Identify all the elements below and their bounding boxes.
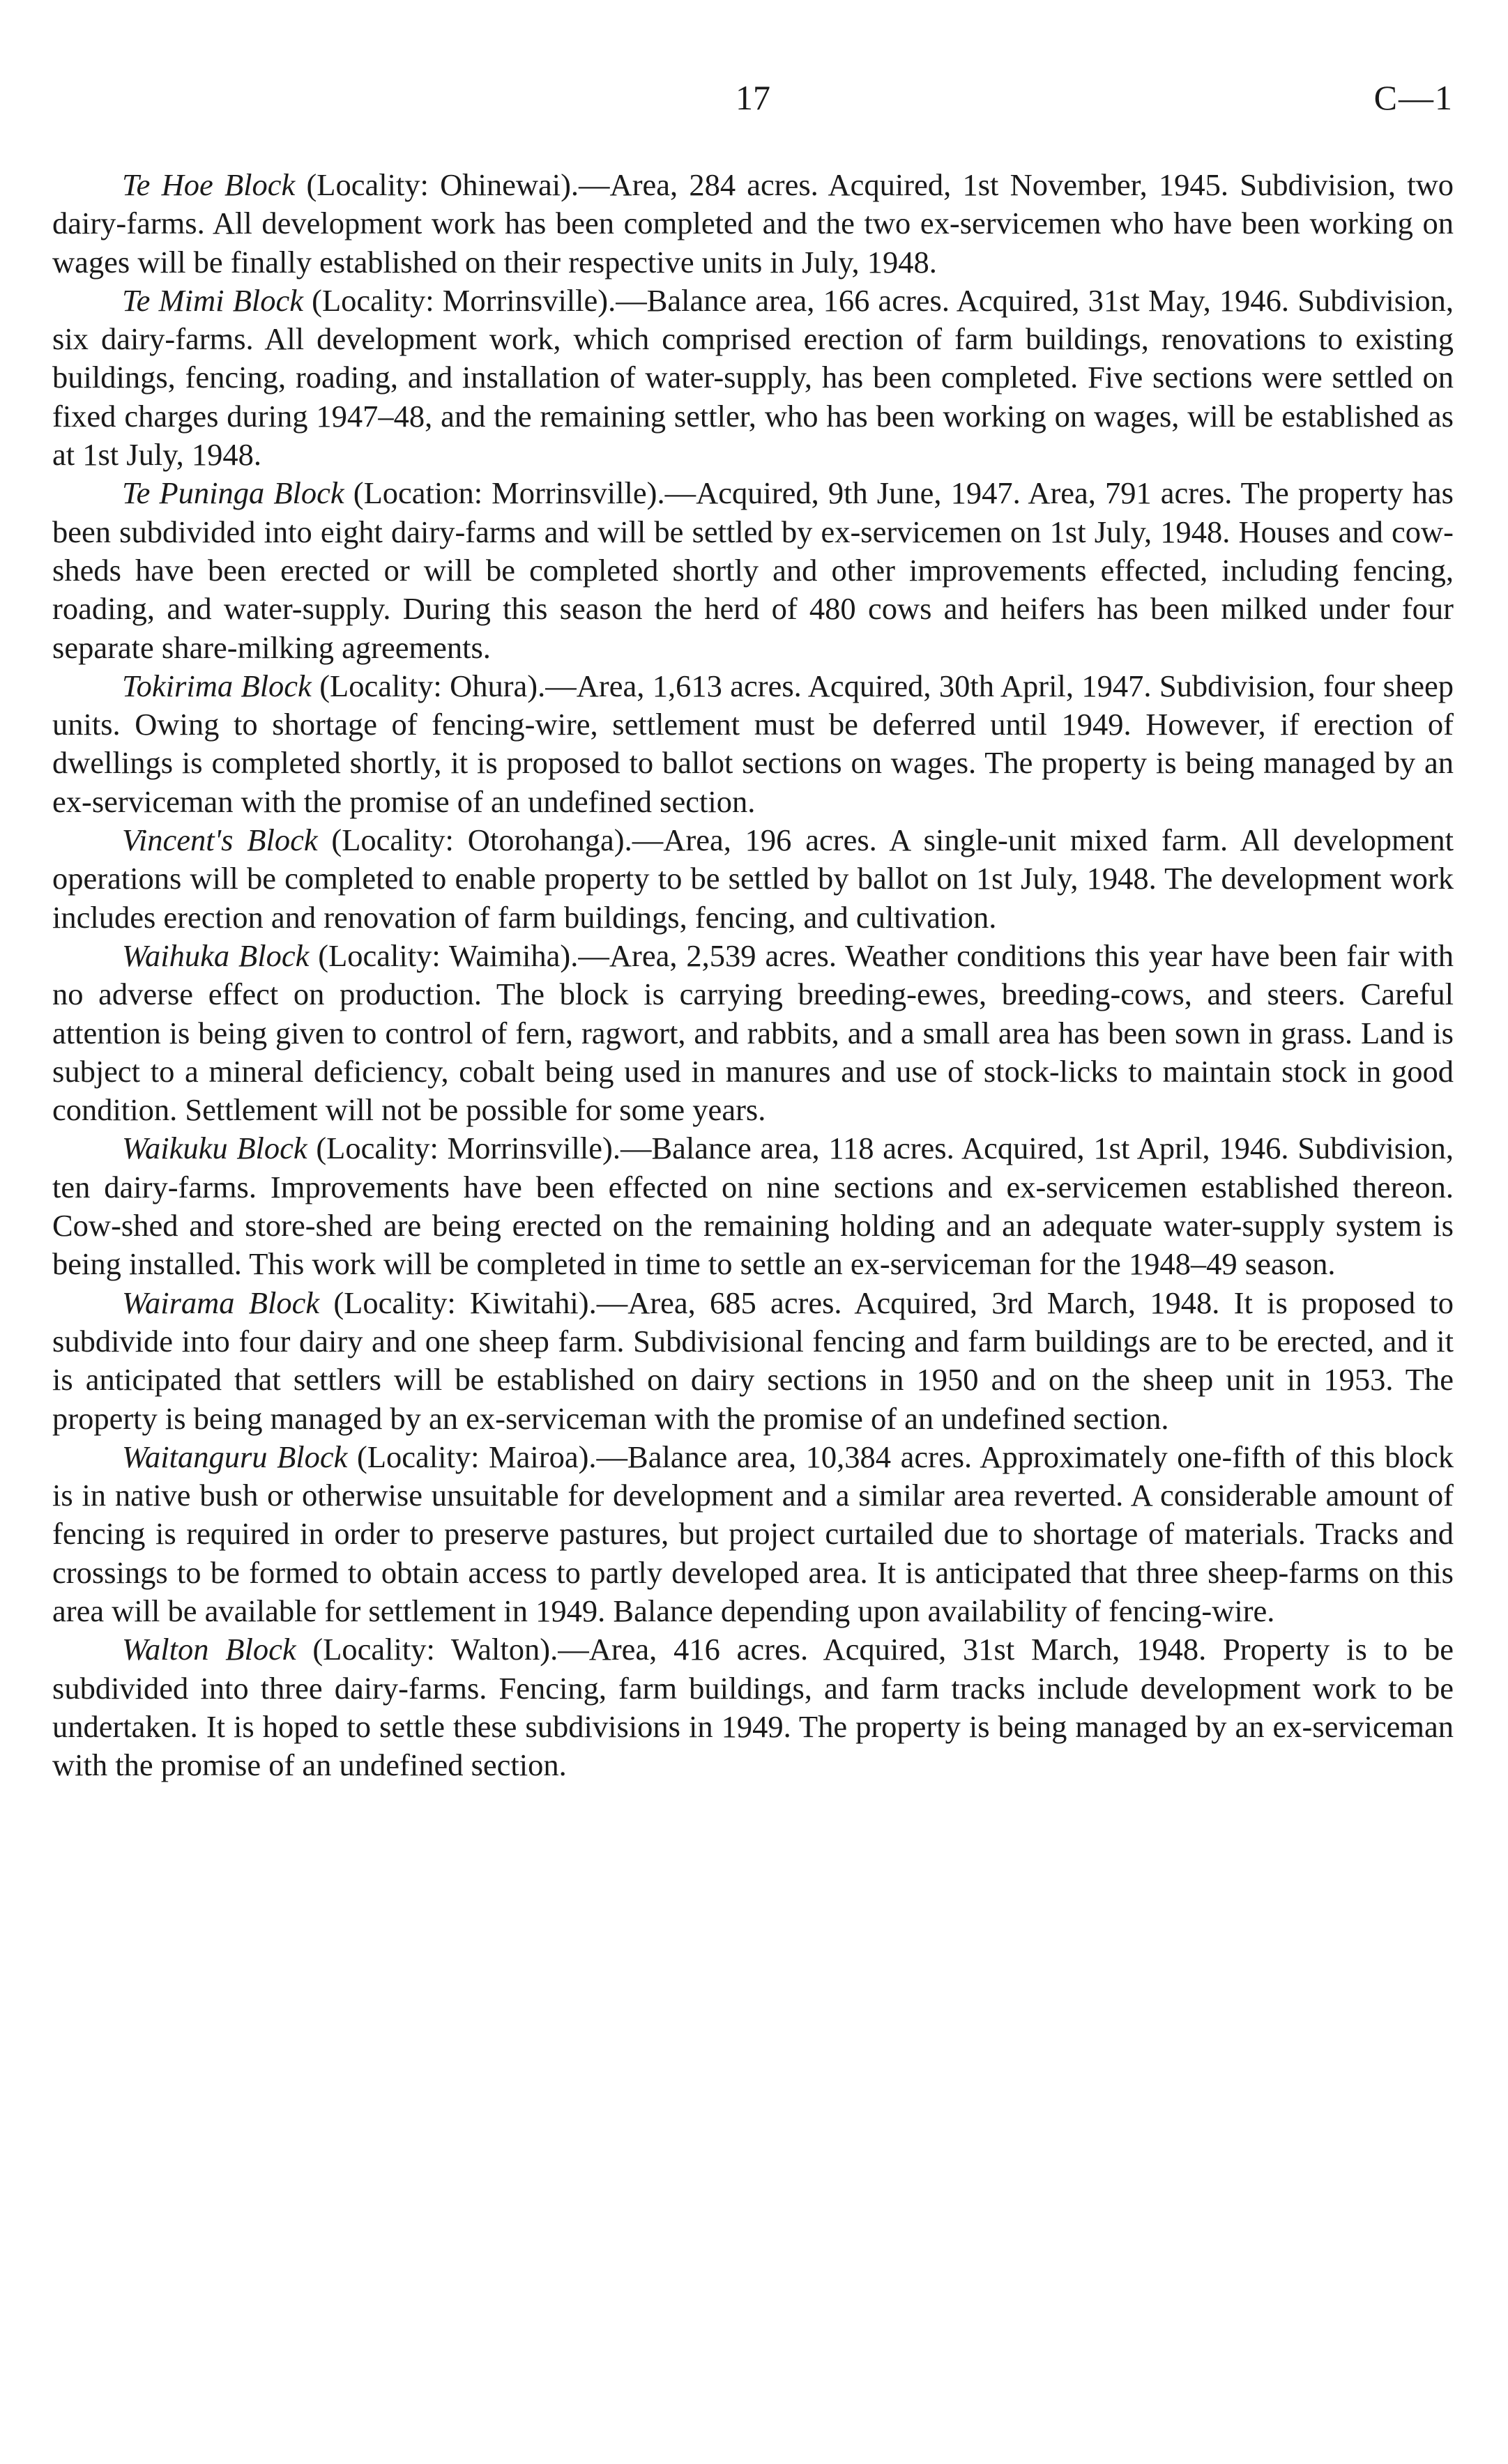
paragraph-text: (Locality: Kiwitahi).—Area, 685 acres. Acquired, 3rd March, 1948. It is proposed to subdivide into four dairy and one sheep farm. Subdivisional fencing and farm buildings are to be erected, and it is anticipated that settlers will be established on dairy sections in 1950 and on the sheep unit in 1953. The property is being managed by an ex-serviceman with the promise of an undefined section. <box>52 1285 1454 1436</box>
block-name: Waihuka Block <box>122 938 310 973</box>
block-name: Waikuku Block <box>122 1131 307 1166</box>
paragraph-text: (Location: Morrinsville).—Acquired, 9th June, 1947. Area, 791 acres. The property has been subdivided into eight dairy-farms and will be settled by ex-servicemen on 1st July, 1948. Houses and cow-sheds have been erected or will be completed shortly and other improvements effected, including fencing, roading, and water-supply. During this season the herd of 480 cows and heifers has been milked under four separate share-milking agreements. <box>52 475 1454 665</box>
page-number: 17 <box>736 78 770 117</box>
paragraph-te-puninga-block <box>52 474 1454 666</box>
paragraph-text: (Locality: Mairoa).—Balance area, 10,384 acres. Approximately one-fifth of this block is in native bush or otherwise unsuitable for development and a similar area reverted. A considerable amount of fencing is required in order to preserve pastures, but project curtailed due to shortage of materials. Tracks and crossings to be formed to obtain access to partly developed area. It is anticipated that three sheep-farms on this area will be available for settlement in 1949. Balance depending upon availability of fencing-wire. <box>52 1439 1454 1628</box>
block-name: Wairama Block <box>122 1285 320 1320</box>
block-name: Te Mimi Block <box>122 282 303 318</box>
paragraph-text: (Locality: Walton).—Area, 416 acres. Acquired, 31st March, 1948. Property is to be subdivided into three dairy-farms. Fencing, farm buildings, and farm tracks include development work to be undertaken. It is hoped to settle these subdivisions in 1949. The property is being managed by an ex-serviceman with the promise of an undefined section. <box>52 1632 1454 1783</box>
paragraph-waitanguru-block <box>52 1438 1454 1630</box>
paragraph-te-hoe-block <box>52 166 1454 282</box>
paragraph-tokirima-block <box>52 667 1454 821</box>
page-header <box>52 73 1454 122</box>
block-name: Waitanguru Block <box>122 1439 348 1474</box>
block-name: Tokirima Block <box>122 668 312 703</box>
block-name: Vincent's Block <box>122 822 318 858</box>
paragraph-vincents-block <box>52 821 1454 937</box>
block-name: Te Hoe Block <box>122 167 296 202</box>
paragraph-te-mimi-block <box>52 282 1454 474</box>
body-text <box>52 166 1454 1784</box>
block-name: Te Puninga Block <box>122 475 344 511</box>
paragraph-text: (Locality: Morrinsville).—Balance area, 118 acres. Acquired, 1st April, 1946. Subdivision, ten dairy-farms. Improvements have been effected on nine sections and ex-servicemen established thereon. Cow-shed and store-shed are being erected on the remaining holding and an adequate water-supply system is being installed. This work will be completed in time to settle an ex-serviceman for the 1948–49 season. <box>52 1131 1454 1282</box>
paragraph-waikuku-block <box>52 1129 1454 1283</box>
document-code: C—1 <box>1373 78 1454 117</box>
paragraph-text: (Locality: Waimiha).—Area, 2,539 acres. Weather conditions this year have been fair with no adverse effect on production. The block is carrying breeding-ewes, breeding-cows, and steers. Careful attention is being given to control of fern, ragwort, and rabbits, and a small area has been sown in grass. Land is subject to a mineral deficiency, cobalt being used in manures and use of stock-licks to maintain stock in good condition. Settlement will not be possible for some years. <box>52 938 1454 1128</box>
paragraph-walton-block <box>52 1630 1454 1784</box>
paragraph-waihuka-block <box>52 937 1454 1129</box>
paragraph-text: (Locality: Ohinewai).—Area, 284 acres. Acquired, 1st November, 1945. Subdivision, two dairy-farms. All development work has been completed and the two ex-servicemen who have been working on wages will be finally established on their respective units in July, 1948. <box>52 167 1454 280</box>
paragraph-text: (Locality: Otorohanga).—Area, 196 acres. A single-unit mixed farm. All development operations will be completed to enable property to be settled by ballot on 1st July, 1948. The development work includes erection and renovation of farm buildings, fencing, and cultivation. <box>52 822 1454 935</box>
block-name: Walton Block <box>122 1632 296 1667</box>
paragraph-text: (Locality: Morrinsville).—Balance area, 166 acres. Acquired, 31st May, 1946. Subdivision, six dairy-farms. All development work, which comprised erection of farm buildings, renovations to existing buildings, fencing, roading, and installation of water-supply, has been completed. Five sections were settled on fixed charges during 1947–48, and the remaining settler, who has been working on wages, will be established as at 1st July, 1948. <box>52 282 1454 473</box>
paragraph-wairama-block <box>52 1284 1454 1438</box>
paragraph-text: (Locality: Ohura).—Area, 1,613 acres. Acquired, 30th April, 1947. Subdivision, four sheep units. Owing to shortage of fencing-wire, settlement must be deferred until 1949. However, if erection of dwellings is completed shortly, it is proposed to ballot sections on wages. The property is being managed by an ex-serviceman with the promise of an undefined section. <box>52 668 1454 819</box>
